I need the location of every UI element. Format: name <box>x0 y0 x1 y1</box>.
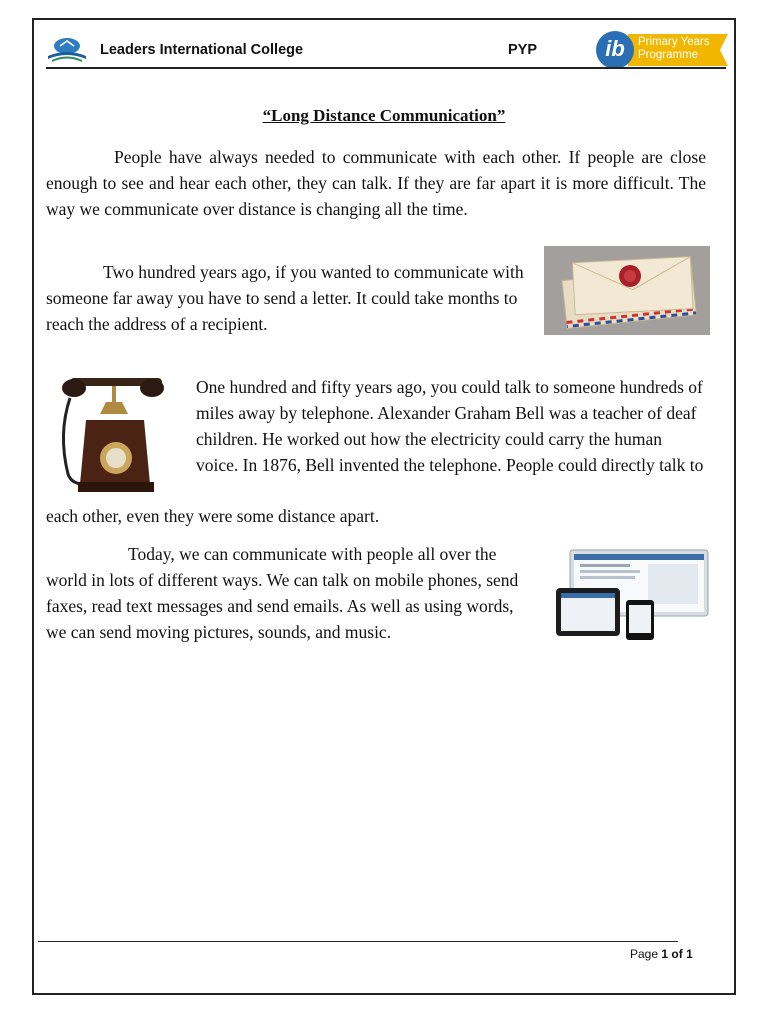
document-title: “Long Distance Communication” <box>262 106 506 125</box>
college-name: Leaders International College <box>100 42 304 58</box>
ib-pyp-logo <box>596 31 728 69</box>
college-logo-icon <box>46 36 88 66</box>
program-label: PYP <box>508 42 538 58</box>
ib-logo-line2: Programme <box>638 49 699 61</box>
page-current: 1 <box>661 947 669 961</box>
ib-logo-line1: Primary Years <box>638 36 710 48</box>
page-number <box>630 947 693 961</box>
paragraph-today: Today, we can communicate with people all over the world in lots of different ways. We can talk on mobile phones, send faxes, read text messages and send emails. As well as using words, we can send moving pictures, sounds, and music. <box>46 544 519 642</box>
paragraph-telephone-end: each other, even they were some distance apart. <box>46 506 380 526</box>
ib-logo-text <box>638 36 722 62</box>
page-label: Page <box>630 947 659 961</box>
letters-icon <box>544 246 710 335</box>
devices-icon <box>552 548 710 640</box>
paragraph-telephone: One hundred and fifty years ago, you could talk to someone hundreds of miles away by telephone. Alexander Graham Bell was a teacher of deaf children. He worked out how the electricity could carry the human voice. In 1876, Bell invented the telephone. People could directly talk to <box>196 377 704 475</box>
vintage-telephone-icon <box>56 374 168 496</box>
ib-logo-mark: ib <box>596 31 634 69</box>
page-total: 1 <box>686 947 693 961</box>
page-of: of <box>671 947 683 961</box>
paragraph-letters: Two hundred years ago, if you wanted to communicate with someone far away you have to send a letter. It could take months to reach the address of a recipient. <box>46 262 524 334</box>
header-divider <box>46 67 726 69</box>
paragraph-intro: People have always needed to communicate with each other. If people are close enough to see and hear each other, they can talk. If they are far apart it is more difficult. The way we communicate over distance is changing all the time. <box>46 147 706 219</box>
footer-divider <box>38 941 678 942</box>
